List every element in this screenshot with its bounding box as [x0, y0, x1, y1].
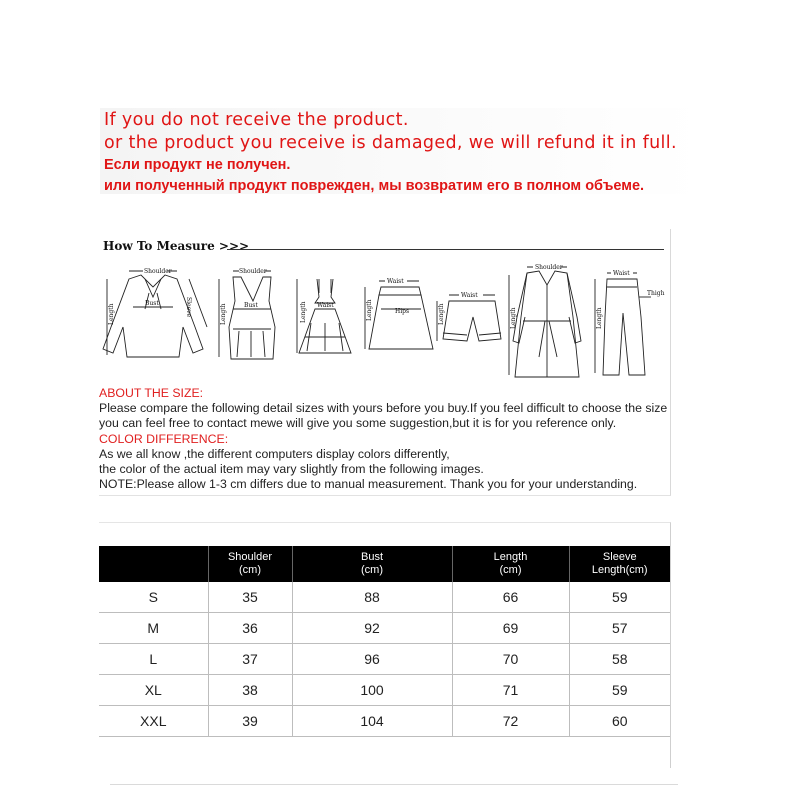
- bust-cell: 96: [292, 644, 452, 675]
- sleeve-cell: 57: [569, 613, 670, 644]
- tank-top-diagram: [219, 267, 275, 359]
- skirt-diagram: [365, 277, 433, 349]
- table-row: [99, 675, 670, 706]
- svg-text:Bust: Bust: [244, 302, 258, 309]
- length-cell: 66: [452, 582, 569, 613]
- bust-cell: 88: [292, 582, 452, 613]
- how-to-measure-title: How To Measure >>>: [103, 239, 250, 253]
- header-size: [99, 546, 208, 582]
- size-cell: XL: [99, 675, 208, 706]
- svg-text:Length: Length: [510, 307, 517, 329]
- svg-text:Hips: Hips: [395, 308, 410, 315]
- header-length: Length (cm): [452, 546, 569, 582]
- table-row: [99, 706, 670, 737]
- color-difference-line-2: the color of the actual item may vary slightly from the following images.: [99, 462, 484, 477]
- bust-cell: 100: [292, 675, 452, 706]
- svg-text:Bust: Bust: [145, 300, 159, 307]
- blouse-diagram: [103, 267, 207, 357]
- header-sleeve-length: Sleeve Length(cm): [569, 546, 670, 582]
- notice-line-ru-1: Если продукт не получен.: [104, 157, 291, 173]
- measurement-diagrams: [99, 257, 670, 387]
- shoulder-cell: 39: [208, 706, 292, 737]
- size-cell: S: [99, 582, 208, 613]
- how-to-measure-panel: [99, 229, 671, 496]
- dress-diagram: [297, 279, 351, 353]
- sleeve-cell: 60: [569, 706, 670, 737]
- svg-text:Waist: Waist: [461, 292, 478, 299]
- size-cell: M: [99, 613, 208, 644]
- measurement-note: NOTE:Please allow 1-3 cm differs due to manual measurement. Thank you for your understanding.: [99, 477, 638, 492]
- svg-text:Length: Length: [438, 303, 445, 325]
- svg-text:Waist: Waist: [613, 270, 630, 277]
- sleeve-cell: 58: [569, 644, 670, 675]
- bust-cell: 104: [292, 706, 452, 737]
- svg-text:Length: Length: [108, 303, 115, 325]
- svg-text:Shoulder: Shoulder: [144, 268, 172, 275]
- shoulder-cell: 37: [208, 644, 292, 675]
- svg-text:Shoulder: Shoulder: [239, 268, 267, 275]
- about-size-line-1: Please compare the following detail sizes with yours before you buy.If you feel difficult to choose the size: [99, 401, 668, 416]
- length-cell: 71: [452, 675, 569, 706]
- notice-line-en-2: or the product you receive is damaged, we will refund it in full.: [104, 133, 677, 153]
- size-cell: XXL: [99, 706, 208, 737]
- bottom-divider: [110, 784, 678, 785]
- size-notes: [99, 386, 670, 492]
- size-table: [99, 546, 670, 737]
- shoulder-cell: 35: [208, 582, 292, 613]
- color-difference-line-1: As we all know ,the different computers display colors differently,: [99, 446, 450, 461]
- trousers-diagram: [595, 269, 665, 375]
- svg-text:Length: Length: [366, 299, 373, 321]
- coat-diagram: [509, 263, 581, 377]
- svg-text:Length: Length: [300, 301, 307, 323]
- svg-text:Length: Length: [220, 303, 227, 325]
- table-row: [99, 644, 670, 675]
- size-cell: L: [99, 644, 208, 675]
- length-cell: 72: [452, 706, 569, 737]
- shoulder-cell: 38: [208, 675, 292, 706]
- refund-notice: [100, 108, 705, 194]
- length-cell: 69: [452, 613, 569, 644]
- svg-text:Length: Length: [596, 307, 603, 329]
- svg-text:Waist: Waist: [387, 278, 404, 285]
- svg-text:Thigh: Thigh: [647, 290, 665, 297]
- title-divider: [227, 249, 664, 250]
- svg-text:Waist: Waist: [317, 302, 334, 309]
- length-cell: 70: [452, 644, 569, 675]
- header-shoulder: Shoulder (cm): [208, 546, 292, 582]
- notice-line-en-1: If you do not receive the product.: [104, 110, 409, 130]
- about-size-line-2: you can feel free to contact mewe will give you some suggestion,but it is for you reference only.: [99, 416, 617, 431]
- svg-text:Shoulder: Shoulder: [535, 264, 563, 271]
- sleeve-cell: 59: [569, 582, 670, 613]
- table-row: [99, 613, 670, 644]
- notice-line-ru-2: или полученный продукт поврежден, мы возвратим его в полном объеме.: [104, 178, 645, 194]
- table-header-row: [99, 546, 670, 582]
- header-bust: Bust (cm): [292, 546, 452, 582]
- shorts-diagram: [437, 291, 501, 341]
- shoulder-cell: 36: [208, 613, 292, 644]
- sleeve-cell: 59: [569, 675, 670, 706]
- about-size-heading: ABOUT THE SIZE:: [99, 386, 204, 400]
- svg-text:Sleeve: Sleeve: [185, 297, 192, 318]
- size-chart: [99, 522, 671, 768]
- table-row: [99, 582, 670, 613]
- bust-cell: 92: [292, 613, 452, 644]
- color-difference-heading: COLOR DIFFERENCE:: [99, 431, 229, 446]
